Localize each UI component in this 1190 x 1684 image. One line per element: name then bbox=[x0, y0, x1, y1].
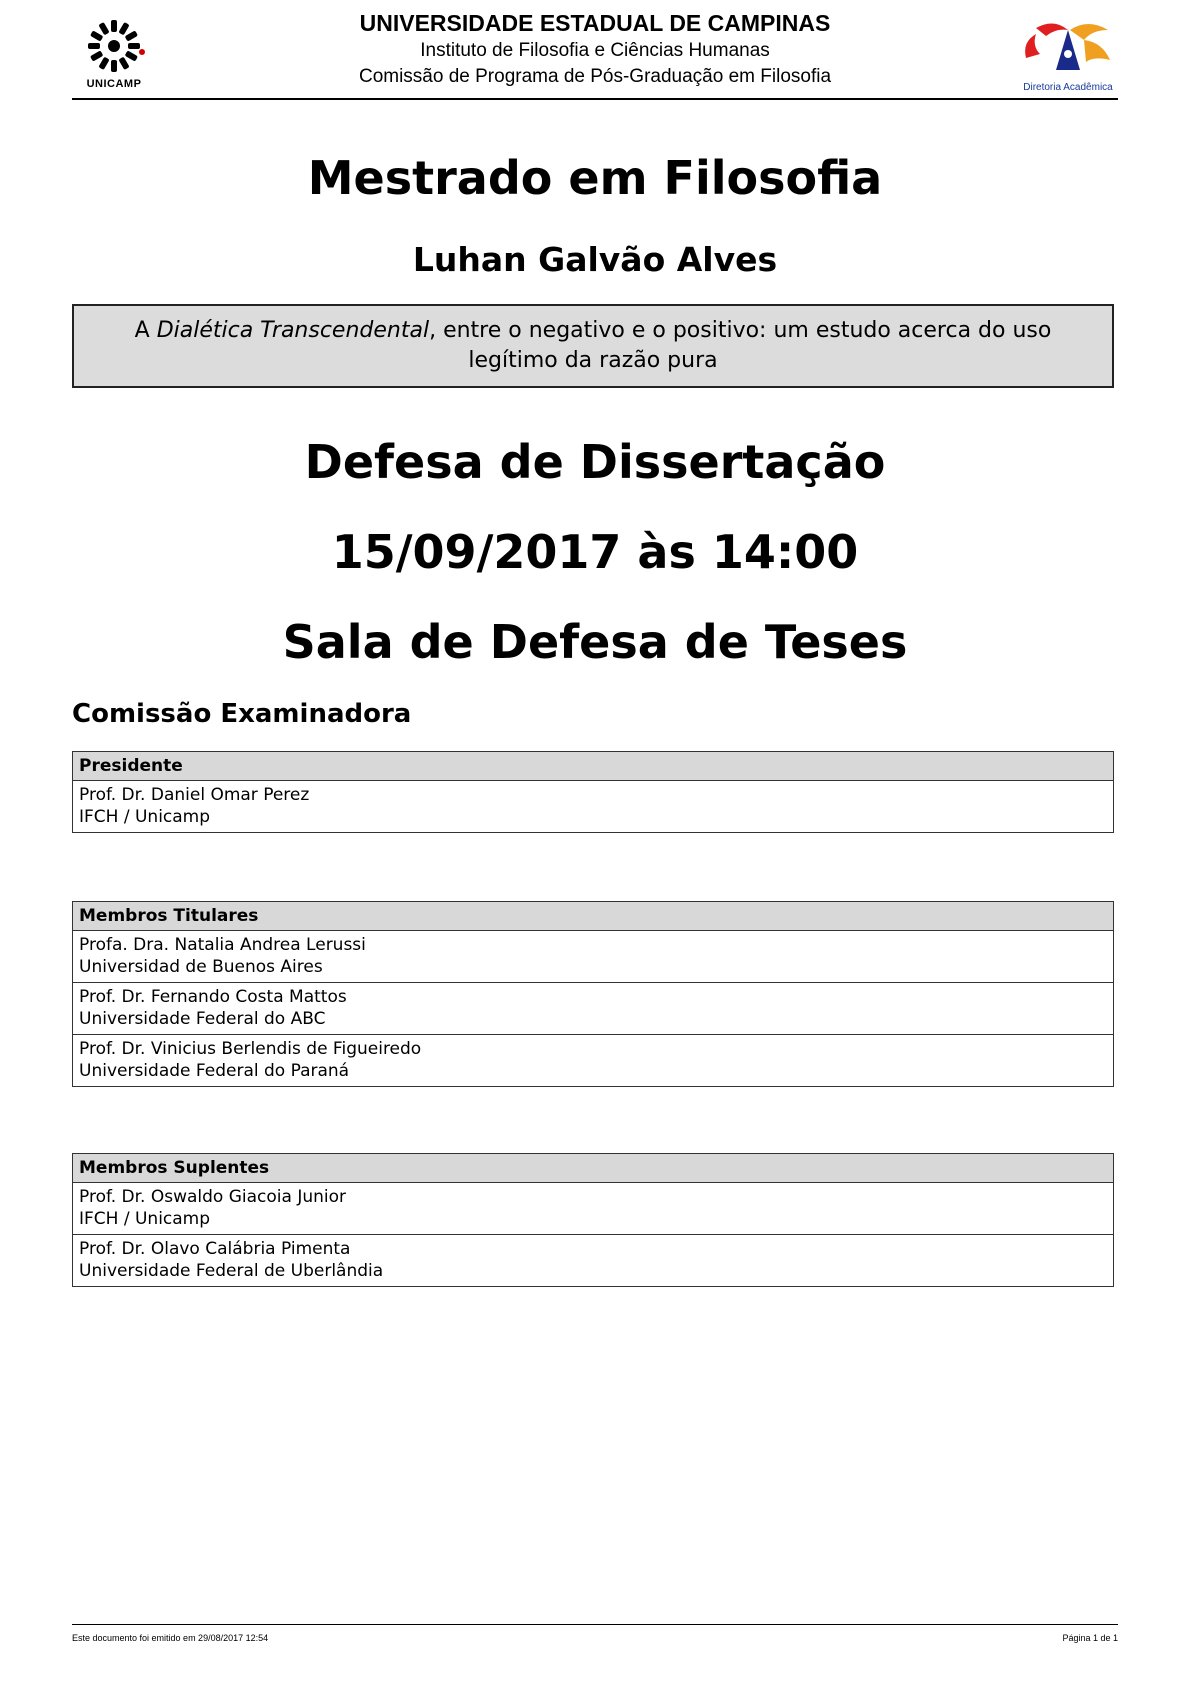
diretoria-academica-logo bbox=[1018, 20, 1118, 98]
member-name: Prof. Dr. Olavo Calábria Pimenta bbox=[79, 1239, 351, 1259]
member-row bbox=[73, 931, 1113, 982]
member-row bbox=[73, 1234, 1113, 1286]
member-affiliation: Universidade Federal do ABC bbox=[79, 1009, 326, 1029]
committee-title: Comissão Examinadora bbox=[72, 699, 412, 729]
suplentes-group bbox=[72, 1153, 1114, 1287]
president-group bbox=[72, 751, 1114, 833]
member-name: Prof. Dr. Fernando Costa Mattos bbox=[79, 987, 347, 1007]
program-title: Mestrado em Filosofia bbox=[307, 151, 883, 205]
event-datetime: 15/09/2017 às 14:00 bbox=[331, 525, 859, 579]
document-header bbox=[72, 8, 1118, 100]
event-type: Defesa de Dissertação bbox=[304, 435, 886, 489]
diretoria-academica-logo-icon bbox=[1018, 20, 1118, 80]
thesis-title bbox=[74, 306, 1112, 386]
member-row bbox=[73, 1183, 1113, 1234]
event-location: Sala de Defesa de Teses bbox=[282, 615, 908, 669]
student-name: Luhan Galvão Alves bbox=[412, 240, 778, 279]
member-affiliation: Universidade Federal do Paraná bbox=[79, 1061, 350, 1081]
header-text bbox=[192, 8, 998, 90]
unicamp-logo-icon bbox=[78, 16, 150, 78]
unicamp-logo bbox=[78, 16, 150, 96]
issued-date: Este documento foi emitido em 29/08/2017 12:54 bbox=[72, 1633, 269, 1643]
unicamp-logo-text: UNICAMP bbox=[86, 78, 142, 90]
page-number: Página 1 de 1 bbox=[1062, 1633, 1118, 1643]
member-affiliation: IFCH / Unicamp bbox=[79, 1209, 211, 1229]
member-row bbox=[73, 781, 1113, 832]
group-header: Presidente bbox=[73, 752, 1113, 781]
member-affiliation: IFCH / Unicamp bbox=[79, 807, 211, 827]
member-name: Prof. Dr. Oswaldo Giacoia Junior bbox=[79, 1187, 347, 1207]
thesis-title-prefix: A bbox=[134, 318, 157, 343]
institute-name: Instituto de Filosofia e Ciências Humanas bbox=[420, 40, 770, 61]
document-footer bbox=[72, 1624, 1118, 1643]
thesis-title-italic: Dialética Transcendental bbox=[156, 318, 430, 343]
member-affiliation: Universidade Federal de Uberlândia bbox=[79, 1261, 384, 1281]
member-row bbox=[73, 1034, 1113, 1086]
member-affiliation: Universidad de Buenos Aires bbox=[79, 957, 323, 977]
member-row bbox=[73, 982, 1113, 1034]
member-name: Profa. Dra. Natalia Andrea Lerussi bbox=[79, 935, 366, 955]
member-name: Prof. Dr. Daniel Omar Perez bbox=[79, 785, 310, 805]
titulares-group bbox=[72, 901, 1114, 1087]
group-header: Membros Suplentes bbox=[73, 1154, 1113, 1183]
document-page bbox=[72, 0, 1118, 1684]
thesis-title-rest: , entre o negativo e o positivo: um estudo acerca do uso legítimo da razão pura bbox=[429, 318, 1052, 373]
university-name: UNIVERSIDADE ESTADUAL DE CAMPINAS bbox=[359, 10, 831, 36]
thesis-title-box bbox=[72, 304, 1114, 388]
diretoria-academica-text: Diretoria Acadêmica bbox=[1023, 82, 1113, 93]
commission-name: Comissão de Programa de Pós-Graduação em Filosofia bbox=[358, 66, 832, 87]
member-name: Prof. Dr. Vinicius Berlendis de Figueiredo bbox=[79, 1039, 422, 1059]
group-header: Membros Titulares bbox=[73, 902, 1113, 931]
